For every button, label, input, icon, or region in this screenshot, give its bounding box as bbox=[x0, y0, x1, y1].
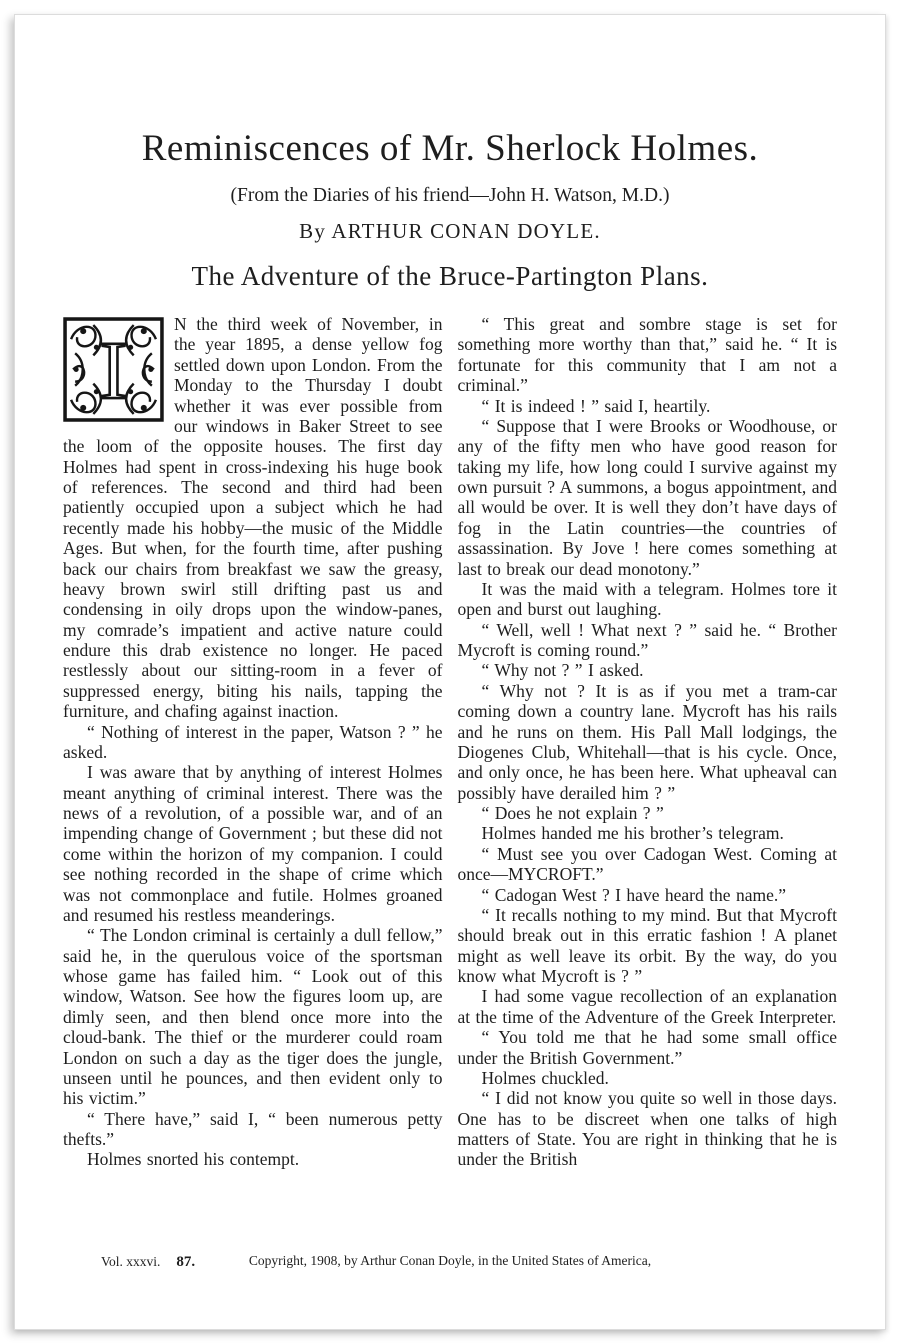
paragraph: “ This great and sombre stage is set for something more worthy than that,” said he. “ It is fortunate for this community that I am not a criminal.” bbox=[457, 314, 837, 396]
paragraph: I N the third week of November, in the year 1895, a dense yellow fog settled down upon London. From the Monday to the Thursday I doubt whether it was ever possible from our windows in Baker Street to see the loom of the opposite houses. The first day Holmes had spent in cross-indexing his huge book of references. The second and third had been patiently occupied upon a subject which he had recently made his hobby—the music of the Middle Ages. But when, for the fourth time, after pushing back our chairs from breakfast we saw the greasy, heavy brown swirl still drifting past us and condensing in oily drops upon the window-panes, my comrade’s impatient and active nature could endure this drab existence no longer. He paced restlessly about our sitting-room in a fever of suppressed energy, biting his nails, tapping the furniture, and chafing against inaction. bbox=[63, 314, 443, 722]
left-column bbox=[63, 314, 443, 1170]
volume-info bbox=[101, 1254, 195, 1271]
drop-cap-ornament-initial-I bbox=[63, 317, 164, 422]
volume-label: Vol. xxxvi. bbox=[101, 1254, 161, 1269]
paragraph: “ Why not ? It is as if you met a tram-car coming down a country lane. Mycroft has his rails and he runs on them. His Pall Mall lodgings, the Diogenes Club, Whitehall—that is his cycle. Once, and only once, he has been here. What upheaval can possibly have derailed him ? ” bbox=[457, 680, 837, 803]
page-footer bbox=[63, 1253, 837, 1269]
paragraph: “ Suppose that I were Brooks or Woodhouse, or any of the fifty men who have good reason for taking my life, how long could I survive against my own pursuit ? A summons, a bogus appointment, and all would be over. It is well they don’t have days of fog in the Latin countries—the countries of assassination. By Jove ! here comes something at last to break our dead monotony.” bbox=[457, 415, 837, 579]
paragraph: I was aware that by anything of interest Holmes meant anything of criminal interest. There was the news of a revolution, of a possible war, and of an impending change of Government ; but these did not come within the horizon of my companion. I could see nothing recorded in the shape of crime which was not commonplace and futile. Holmes groaned and resumed his restless meanderings. bbox=[63, 762, 443, 925]
paragraph: “ Cadogan West ? I have heard the name.” bbox=[481, 884, 787, 905]
paragraph: “ There have,” said I, “ been numerous petty thefts.” bbox=[63, 1108, 443, 1149]
copyright-notice: Copyright, 1908, by Arthur Conan Doyle, in the United States of America, bbox=[248, 1253, 652, 1268]
paragraph: “ Must see you over Cadogan West. Coming at once—MYCROFT.” bbox=[457, 843, 837, 885]
paragraph: Holmes handed me his brother’s telegram. bbox=[481, 823, 784, 844]
magazine-page bbox=[14, 14, 886, 1330]
article-body bbox=[63, 314, 837, 1170]
paragraph: Holmes chuckled. bbox=[481, 1067, 609, 1088]
byline: By ARTHUR CONAN DOYLE. bbox=[299, 219, 601, 243]
paragraph: Holmes snorted his contempt. bbox=[87, 1149, 300, 1170]
paragraph: It was the maid with a telegram. Holmes tore it open and burst out laughing. bbox=[457, 578, 837, 620]
paragraph: “ It is indeed ! ” said I, heartily. bbox=[481, 395, 711, 416]
paragraph: “ The London criminal is certainly a dull fellow,” said he, in the querulous voice of the sportsman whose game has failed him. “ Look out of this window, Watson. See how the figures loom up, are dimly seen, and then blend once more into the cloud-bank. The thief or the murderer could roam London on such a day as the tiger does the jungle, unseen until he pounces, and then evident only to his victim.” bbox=[63, 925, 443, 1109]
right-column bbox=[458, 314, 838, 1170]
paragraph: “ You told me that he had some small office under the British Government.” bbox=[457, 1027, 837, 1068]
paragraph: “ Why not ? ” I asked. bbox=[481, 660, 644, 681]
subtitle: (From the Diaries of his friend—John H. Watson, M.D.) bbox=[230, 185, 670, 206]
title-block bbox=[63, 15, 837, 292]
paragraph: “ It recalls nothing to my mind. But that Mycroft should break out in this erratic fashion ! A planet might as well leave its orbit. By the way, do you know what Mycroft is ? ” bbox=[457, 904, 837, 986]
paragraph: “ Well, well ! What next ? ” said he. “ Brother Mycroft is coming round.” bbox=[457, 619, 837, 660]
paragraph: “ Nothing of interest in the paper, Watson ? ” he asked. bbox=[63, 721, 443, 762]
drop-cap-letter: I bbox=[99, 323, 128, 416]
page-title: Reminiscences of Mr. Sherlock Holmes. bbox=[141, 128, 759, 169]
paragraph: “ I did not know you quite so well in those days. One has to be discreet when one talks of high matters of State. You are right in thinking that he is under the British bbox=[457, 1088, 837, 1170]
page-number: 87. bbox=[176, 1254, 196, 1270]
episode-title: The Adventure of the Bruce-Partington Plans. bbox=[191, 261, 709, 291]
paragraph: “ Does he not explain ? ” bbox=[481, 803, 664, 823]
paragraph: I had some vague recollection of an explanation at the time of the Adventure of the Greek Interpreter. bbox=[457, 986, 837, 1027]
